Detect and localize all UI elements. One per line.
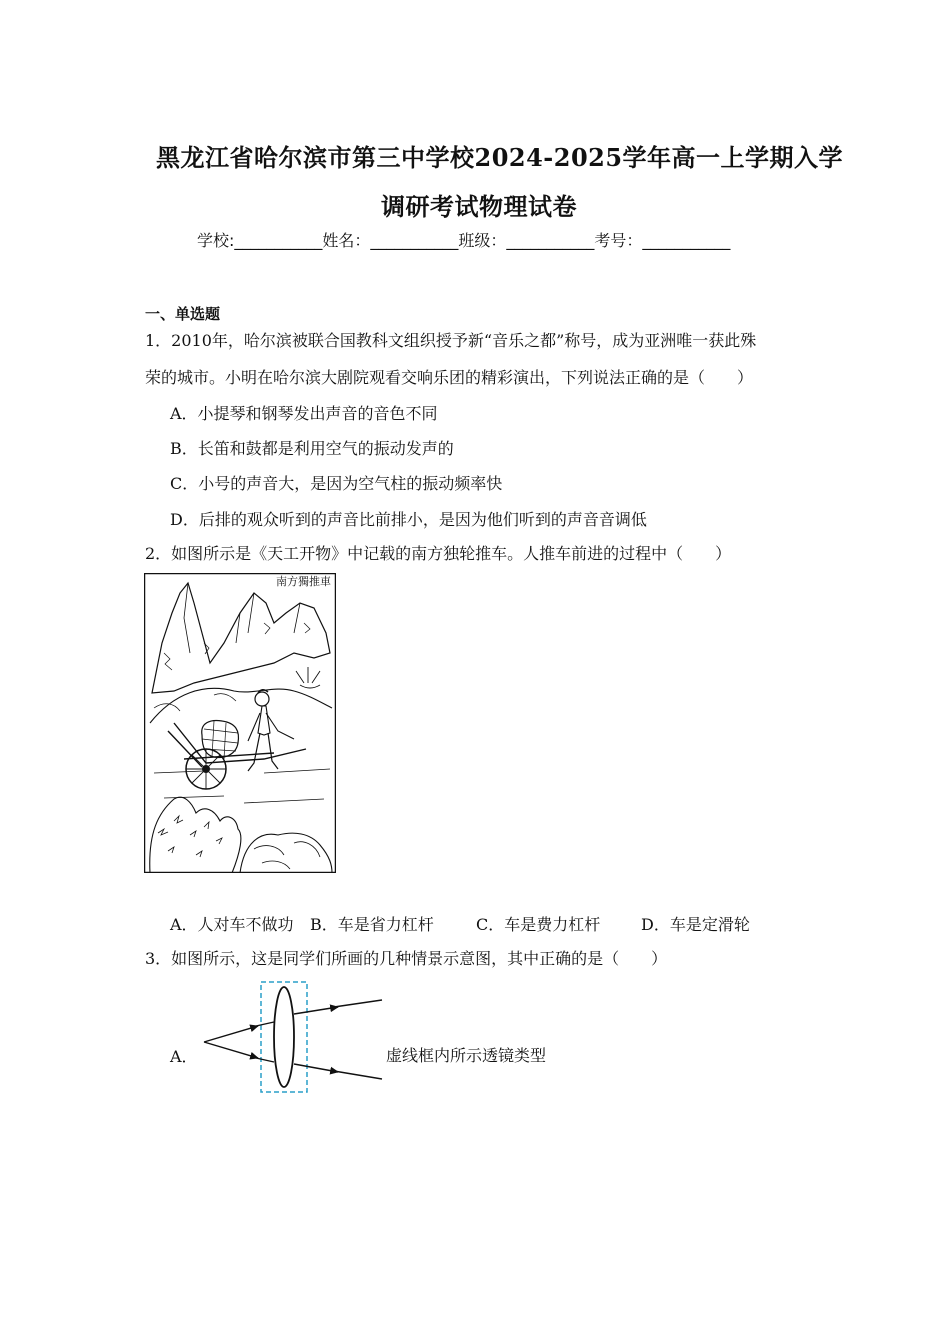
question-1-option-b[interactable]: B．长笛和鼓都是利用空气的振动发声的 — [170, 439, 454, 458]
section-heading-single-choice: 一、单选题 — [145, 305, 221, 323]
wheelbarrow-illustration — [144, 573, 336, 873]
question-3-option-a-caption: 虚线框内所示透镜类型 — [386, 1046, 547, 1065]
question-2-option-a[interactable]: A．人对车不做功 — [170, 915, 294, 934]
question-1-option-a[interactable]: A．小提琴和钢琴发出声音的音色不同 — [170, 404, 438, 423]
question-1-line2: 荣的城市。小明在哈尔滨大剧院观看交响乐团的精彩演出，下列说法正确的是（ ） — [145, 368, 754, 387]
lens-ellipse-icon — [274, 987, 294, 1087]
question-1-line1: 1．2010年，哈尔滨被联合国教科文组织授予新“音乐之都”称号，成为亚洲唯一获此殊 — [145, 331, 757, 350]
dashed-lens-box — [261, 982, 307, 1092]
lens-ray-drawing — [198, 978, 388, 1098]
question-1-option-d[interactable]: D．后排的观众听到的声音比前排小，是因为他们听到的声音音调低 — [170, 510, 647, 529]
question-2-line1: 2．如图所示是《天工开物》中记载的南方独轮推车。人推车前进的过程中（ ） — [145, 544, 732, 563]
page-title-line2: 调研考试物理试卷 — [381, 192, 577, 221]
illustration-caption: 南方獨推車 — [276, 575, 331, 588]
student-info-line: 学校:___________姓名：___________班级：___________考号：___________ — [197, 231, 731, 250]
question-2-option-c[interactable]: C．车是费力杠杆 — [476, 915, 601, 934]
lens-diagram — [198, 978, 388, 1098]
page-title-line1: 黑龙江省哈尔滨市第三中学校2024-2025学年高一上学期入学 — [156, 143, 844, 172]
question-3-line1: 3．如图所示，这是同学们所画的几种情景示意图，其中正确的是（ ） — [145, 949, 668, 968]
question-2-option-b[interactable]: B．车是省力杠杆 — [310, 915, 434, 934]
wheelbarrow-drawing — [144, 573, 336, 873]
question-1-option-c[interactable]: C．小号的声音大，是因为空气柱的振动频率快 — [170, 474, 503, 493]
question-2-option-d[interactable]: D．车是定滑轮 — [641, 915, 750, 934]
question-3-option-a-label[interactable]: A． — [170, 1047, 198, 1066]
